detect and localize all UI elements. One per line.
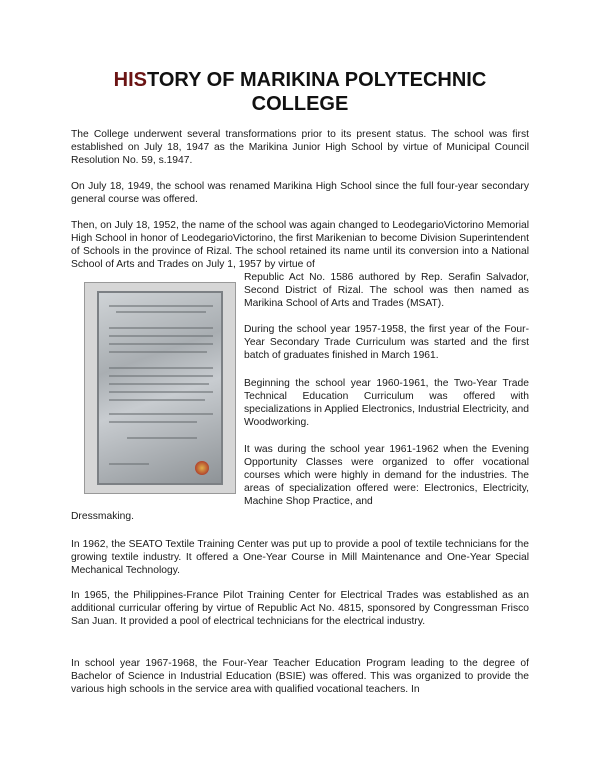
document-title [60,68,540,116]
paragraph-1967: In school year 1967-1968, the Four-Year Teacher Education Program leading to the degree of Bachelor of Science in Industrial Education (BSIE) was offered. This was organized to provide the various high schools in the service area with qualified vocational teachers. In [71,658,529,695]
title-line2: COLLEGE [251,93,349,115]
paragraph-1952: Then, on July 18, 1952, the name of the school was again changed to LeodegarioVictorino Memorial High School in honor of LeodegarioVictorino, the first Marikenian to become Division Superintendent of Schools in the province of Rizal. The school retained its name until its conversion into a National School of Arts and Trades on July 1, 1957 by virtue of [71,220,529,270]
title-highlight: HIS [113,69,148,91]
paragraph-1960: Beginning the school year 1960-1961, the Two-Year Trade Technical Education Curriculum was offered with specializations in Applied Electronics, Industrial Electricity, and Woodworking. [244,378,529,428]
paragraph-1957: During the school year 1957-1958, the first year of the Four-Year Secondary Trade Curriculum was started and the first batch of graduates finished in March 1961. [244,324,529,361]
paragraph-1962: In 1962, the SEATO Textile Training Center was put up to provide a pool of textile technicians for the growing textile industry. It offered a One-Year Course in Mill Maintenance and One-Year Special Mechanical Technology. [71,539,529,576]
title-rest: TORY OF MARIKINA POLYTECHNIC [147,69,487,91]
paragraph-1961-cont: Dressmaking. [71,511,134,522]
plaque-photo [84,282,236,494]
seal-icon [195,461,209,475]
paragraph-msat: Republic Act No. 1586 authored by Rep. Serafin Salvador, Second District of Rizal. The school was then named as Marikina School of Arts and Trades (MSAT). [244,272,529,309]
plaque-image [97,291,223,485]
paragraph-establishment: The College underwent several transformations prior to its present status. The school was first established on July 18, 1947 as the Marikina Junior High School by virtue of Municipal Council Resolution No. 59, s.1947. [71,129,529,166]
paragraph-1965: In 1965, the Philippines-France Pilot Training Center for Electrical Trades was established as an additional curricular offering by virtue of Republic Act No. 4815, sponsored by Congressman Frisco San Juan. It provided a pool of electrical technicians for the electrical industry. [71,590,529,627]
paragraph-1961: It was during the school year 1961-1962 when the Evening Opportunity Classes were organized to offer vocational courses which were highly in demand for the industries. The areas of specialization offered were: Electronics, Electricity, Machine Shop Practice, and [244,444,529,507]
paragraph-1949: On July 18, 1949, the school was renamed Marikina High School since the full four-year secondary general course was offered. [71,181,529,205]
